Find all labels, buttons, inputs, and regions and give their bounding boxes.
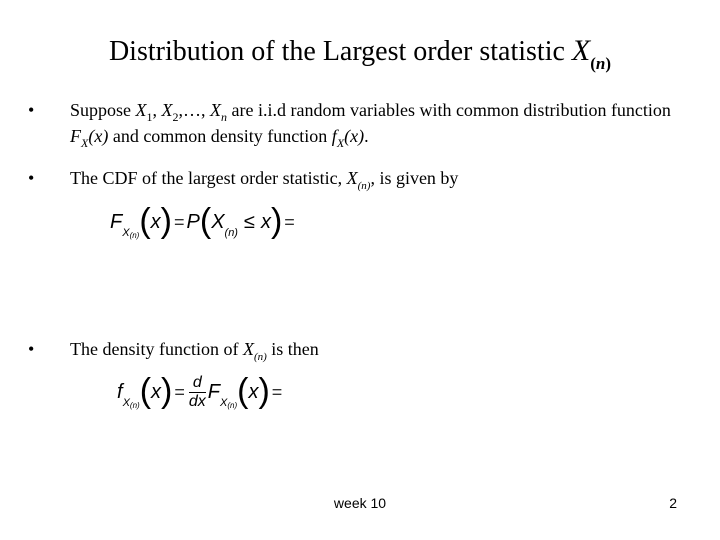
title-subscript: (n) [590, 54, 612, 73]
pdf-formula: $f_{X(n)}(x)$ = $\frac{d}{dx}$ $F_{X(n)}(x)$ = [117, 372, 283, 411]
bullet-marker: • [28, 339, 35, 359]
derivative-fraction: $\frac{d}{dx}$ [188, 374, 206, 411]
bullet-text: The CDF of the largest order statistic, $X_{(n)}$, is given by [70, 168, 459, 192]
bullet-marker: • [28, 168, 35, 188]
cdf-formula: $F_{X(n)}(x) = P(X_{(n)} \le x)$ = [110, 202, 295, 240]
slide-title [0, 34, 720, 73]
page-number: 2 [669, 495, 677, 511]
bullet-text: Suppose $X_1$, $X_2,\dots$, $X_n$ are i.i.d random variables with common distribution function $F_X(x)$ and common density function $f_X(x)$. [70, 100, 671, 150]
bullet-marker: • [28, 100, 35, 120]
slide-footer: week 10 [333, 495, 387, 511]
title-text: Distribution of the Largest order statistic [108, 36, 572, 67]
bullet-text: The density function of $X_{(n)}$ is then [70, 339, 319, 363]
title-variable: X [571, 34, 591, 67]
